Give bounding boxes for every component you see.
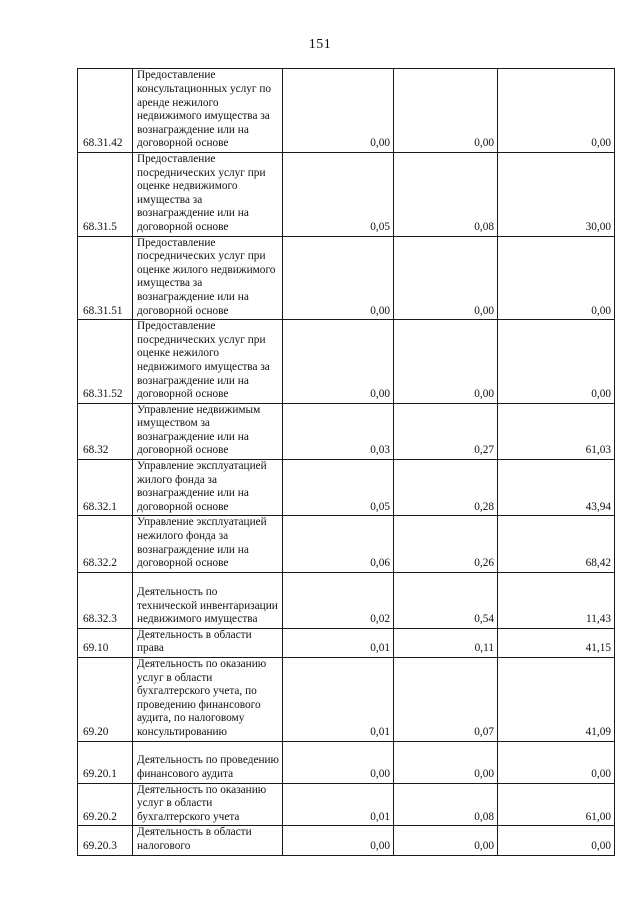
page-number: 151 [308, 37, 332, 52]
table-row [78, 628, 615, 657]
value-2-cell: 0,00 [394, 69, 498, 153]
table-row [78, 460, 615, 516]
value-3-cell: 0,00 [498, 741, 615, 783]
activity-name-cell: Предоставление консультационных услуг по аренде нежилого недвижимого имущества за вознаграждение или на договорной основе [133, 69, 283, 153]
value-1-cell: 0,00 [283, 320, 394, 404]
activity-name-cell: Предоставление посреднических услуг при оценке недвижимого имущества за вознаграждение или на договорной основе [133, 153, 283, 237]
value-1-cell: 0,01 [283, 628, 394, 657]
value-1-cell: 0,00 [283, 69, 394, 153]
okved-code-cell: 68.31.51 [78, 236, 133, 320]
okved-code-cell: 69.20.1 [78, 741, 133, 783]
table-row [78, 516, 615, 572]
table-row [78, 236, 615, 320]
value-2-cell: 0,11 [394, 628, 498, 657]
activity-name-cell: Деятельность по оказанию услуг в области бухгалтерского учета [133, 783, 283, 826]
value-3-cell: 11,43 [498, 572, 615, 628]
value-3-cell: 68,42 [498, 516, 615, 572]
table-row [78, 403, 615, 459]
table-body [78, 69, 615, 856]
value-2-cell: 0,28 [394, 460, 498, 516]
value-2-cell: 0,00 [394, 826, 498, 855]
table-row [78, 153, 615, 237]
value-1-cell: 0,01 [283, 658, 394, 742]
value-1-cell: 0,06 [283, 516, 394, 572]
activity-name-cell: Предоставление посреднических услуг при оценке жилого недвижимого имущества за вознаграждение или на договорной основе [133, 236, 283, 320]
value-3-cell: 0,00 [498, 69, 615, 153]
value-1-cell: 0,05 [283, 153, 394, 237]
value-2-cell: 0,07 [394, 658, 498, 742]
value-1-cell: 0,03 [283, 403, 394, 459]
value-1-cell: 0,05 [283, 460, 394, 516]
activity-name-cell: Деятельность по оказанию услуг в области бухгалтерского учета, по проведению финансового аудита, по налоговому консультированию [133, 658, 283, 742]
activity-name-cell: Управление эксплуатацией жилого фонда за вознаграждение или на договорной основе [133, 460, 283, 516]
table-row [78, 741, 615, 783]
table-row [78, 69, 615, 153]
activity-name-cell: Деятельность по технической инвентаризации недвижимого имущества [133, 572, 283, 628]
activity-name-cell: Деятельность по проведению финансового аудита [133, 741, 283, 783]
value-2-cell: 0,54 [394, 572, 498, 628]
activity-name-cell: Деятельность в области права [133, 628, 283, 657]
table-row [78, 783, 615, 826]
activity-name-cell: Управление эксплуатацией нежилого фонда за вознаграждение или на договорной основе [133, 516, 283, 572]
okved-code-cell: 68.32.1 [78, 460, 133, 516]
okved-code-cell: 68.31.52 [78, 320, 133, 404]
table-row [78, 572, 615, 628]
value-3-cell: 61,03 [498, 403, 615, 459]
value-3-cell: 43,94 [498, 460, 615, 516]
value-2-cell: 0,27 [394, 403, 498, 459]
table-row [78, 658, 615, 742]
okved-code-cell: 68.32.3 [78, 572, 133, 628]
table-row [78, 826, 615, 855]
value-1-cell: 0,00 [283, 826, 394, 855]
value-3-cell: 0,00 [498, 320, 615, 404]
table-row [78, 320, 615, 404]
value-2-cell: 0,08 [394, 783, 498, 826]
value-1-cell: 0,00 [283, 741, 394, 783]
activity-name-cell: Деятельность в области налогового [133, 826, 283, 855]
data-table [77, 68, 615, 856]
okved-code-cell: 68.31.42 [78, 69, 133, 153]
value-2-cell: 0,00 [394, 741, 498, 783]
value-2-cell: 0,26 [394, 516, 498, 572]
okved-code-cell: 69.20.2 [78, 783, 133, 826]
value-2-cell: 0,08 [394, 153, 498, 237]
value-3-cell: 41,09 [498, 658, 615, 742]
value-1-cell: 0,01 [283, 783, 394, 826]
value-2-cell: 0,00 [394, 320, 498, 404]
okved-code-cell: 69.20 [78, 658, 133, 742]
value-3-cell: 61,00 [498, 783, 615, 826]
okved-code-cell: 69.20.3 [78, 826, 133, 855]
value-3-cell: 30,00 [498, 153, 615, 237]
value-1-cell: 0,00 [283, 236, 394, 320]
value-2-cell: 0,00 [394, 236, 498, 320]
value-3-cell: 41,15 [498, 628, 615, 657]
activity-name-cell: Управление недвижимым имуществом за вознаграждение или на договорной основе [133, 403, 283, 459]
okved-code-cell: 68.32 [78, 403, 133, 459]
value-3-cell: 0,00 [498, 826, 615, 855]
value-1-cell: 0,02 [283, 572, 394, 628]
okved-code-cell: 69.10 [78, 628, 133, 657]
activity-name-cell: Предоставление посреднических услуг при оценке нежилого недвижимого имущества за вознаграждение или на договорной основе [133, 320, 283, 404]
okved-code-cell: 68.31.5 [78, 153, 133, 237]
okved-code-cell: 68.32.2 [78, 516, 133, 572]
value-3-cell: 0,00 [498, 236, 615, 320]
